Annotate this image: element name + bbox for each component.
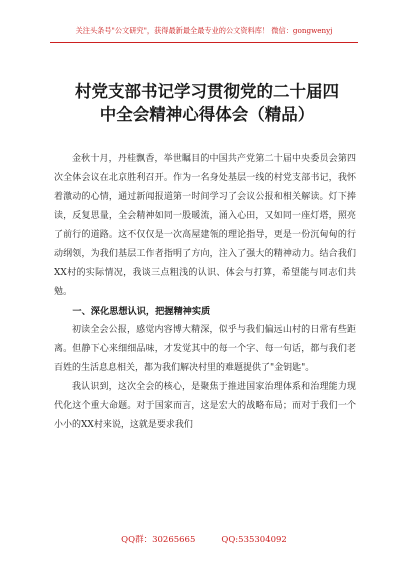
document-title-line-2: 中全会精神心得体会（精品）	[99, 105, 315, 124]
document-title	[62, 80, 352, 126]
intro-paragraph: 金秋十月，丹桂飘香，举世瞩目的中国共产党第二十届中央委员会第四次全体会议在北京胜利召开。作为一名身处基层一线的村党支部书记，我怀着激动的心情，通过新闻报道第一时间学习了会议公报和相关解读。灯下捧读，反复思量，全会精神如同一股暖流，涌入心田，又如同一座灯塔，照亮了前行的道路。这不仅仅是一次高屋建瓴的理论指导，更是一份沉甸甸的行动纲领，为我们基层工作者指明了方向，注入了强大的精神动力。结合我们XX村的实际情况，我谈三点粗浅的认识、体会与打算，希望能与同志们共勉。	[54, 154, 356, 297]
section-1-paragraph-2: 我认识到，这次全会的核心，是聚焦于推进国家治理体系和治理能力现代化这个重大命题。对于国家而言，这是宏大的战略布局；而对于我们一个小小的XX村来说，这就是要求我们	[54, 382, 356, 430]
footer-qq: QQ:535304092	[221, 535, 287, 545]
document-body	[54, 150, 356, 435]
section-1-paragraph-1: 初读全会公报，感觉内容博大精深，似乎与我们偏远山村的日常有些距离。但静下心来细细品味，才发觉其中的每一个字、每一句话，都与我们老百姓的生活息息相关，都为我们解决村里的难题提供了"金钥匙"。	[54, 325, 356, 373]
header-promo-note: 关注头条号"公文研究"，获得最新最全最专业的公文资料库！ 微信：gongwenyj	[75, 26, 333, 35]
footer-qq-group: QQ群：30265665	[121, 535, 196, 545]
document-title-line-1: 村党支部书记学习贯彻党的二十届四	[75, 82, 339, 101]
header-divider	[50, 42, 358, 43]
footer-contact	[50, 534, 358, 546]
section-1-heading: 一、深化思想认识，把握精神实质	[72, 306, 211, 317]
